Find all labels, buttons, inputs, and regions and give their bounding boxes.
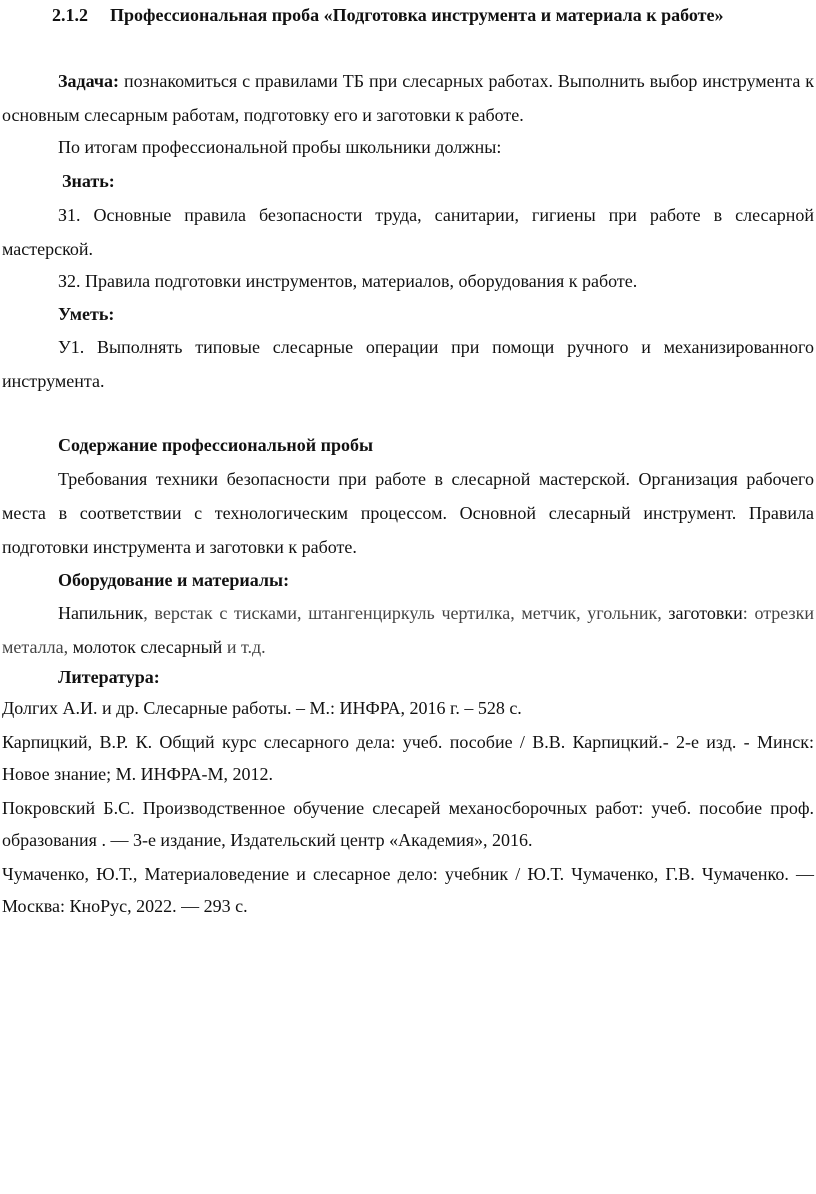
equipment-hammer: молоток слесарный — [72, 637, 223, 657]
content-heading: Содержание профессиональной пробы — [58, 435, 374, 455]
equipment-list: , верстак с тисками, штангенциркуль чертилка, метчик, угольник, — [143, 603, 669, 623]
literature-item-1: Долгих А.И. и др. Слесарные работы. – М.: ИНФРА, 2016 г. – 528 с. — [2, 698, 522, 718]
literature-heading: Литература: — [58, 667, 160, 687]
equipment-file: Напильник — [58, 603, 144, 623]
know-label: Знать: — [62, 171, 115, 191]
results-intro: По итогам профессиональной пробы школьники должны: — [58, 137, 502, 157]
equipment-metal: : отрезки металла, — [2, 603, 814, 657]
task-text: познакомиться с правилами ТБ при слесарных работах. Выполнить выбор инструмента к основным слесарным работам, подготовку его и заготовки к работе. — [2, 71, 814, 125]
equipment-heading: Оборудование и материалы: — [58, 570, 290, 590]
can-label: Уметь: — [58, 304, 115, 324]
task-paragraph — [2, 64, 814, 132]
know-item-2: З2. Правила подготовки инструментов, материалов, оборудования к работе. — [58, 271, 638, 291]
section-title: Профессиональная проба «Подготовка инструмента и материала к работе» — [110, 5, 724, 25]
equipment-blanks: заготовки — [668, 603, 743, 623]
task-label: Задача: — [58, 71, 120, 91]
section-number: 2.1.2 — [52, 5, 88, 25]
literature-item-3: Покровский Б.С. Производственное обучение слесарей механосборочных работ: учеб. пособие проф. образования . — 3-е издание, Издательский центр «Академия», 2016. — [2, 798, 814, 850]
know-item-1: З1. Основные правила безопасности труда, санитарии, гигиены при работе в слесарной мастерской. — [2, 205, 814, 259]
equipment-text — [2, 596, 814, 664]
literature-item-4: Чумаченко, Ю.Т., Материаловедение и слесарное дело: учебник / Ю.Т. Чумаченко, Г.В. Чумаченко. — Москва: КноРус, 2022. — 293 с. — [2, 864, 814, 916]
equipment-etc: и т.д. — [222, 637, 266, 657]
section-heading — [52, 2, 723, 28]
can-item-1: У1. Выполнять типовые слесарные операции при помощи ручного и механизированного инструмента. — [2, 337, 814, 391]
literature-item-2: Карпицкий, В.Р. К. Общий курс слесарного дела: учеб. пособие / В.В. Карпицкий.- 2-е изд. - Минск: Новое знание; М. ИНФРА-М, 2012. — [2, 732, 814, 784]
content-text: Требования техники безопасности при работе в слесарной мастерской. Организация рабочего места в соответствии с технологическим процессом. Основной слесарный инструмент. Правила подготовки инструмента и заготовки к работе. — [2, 469, 814, 557]
